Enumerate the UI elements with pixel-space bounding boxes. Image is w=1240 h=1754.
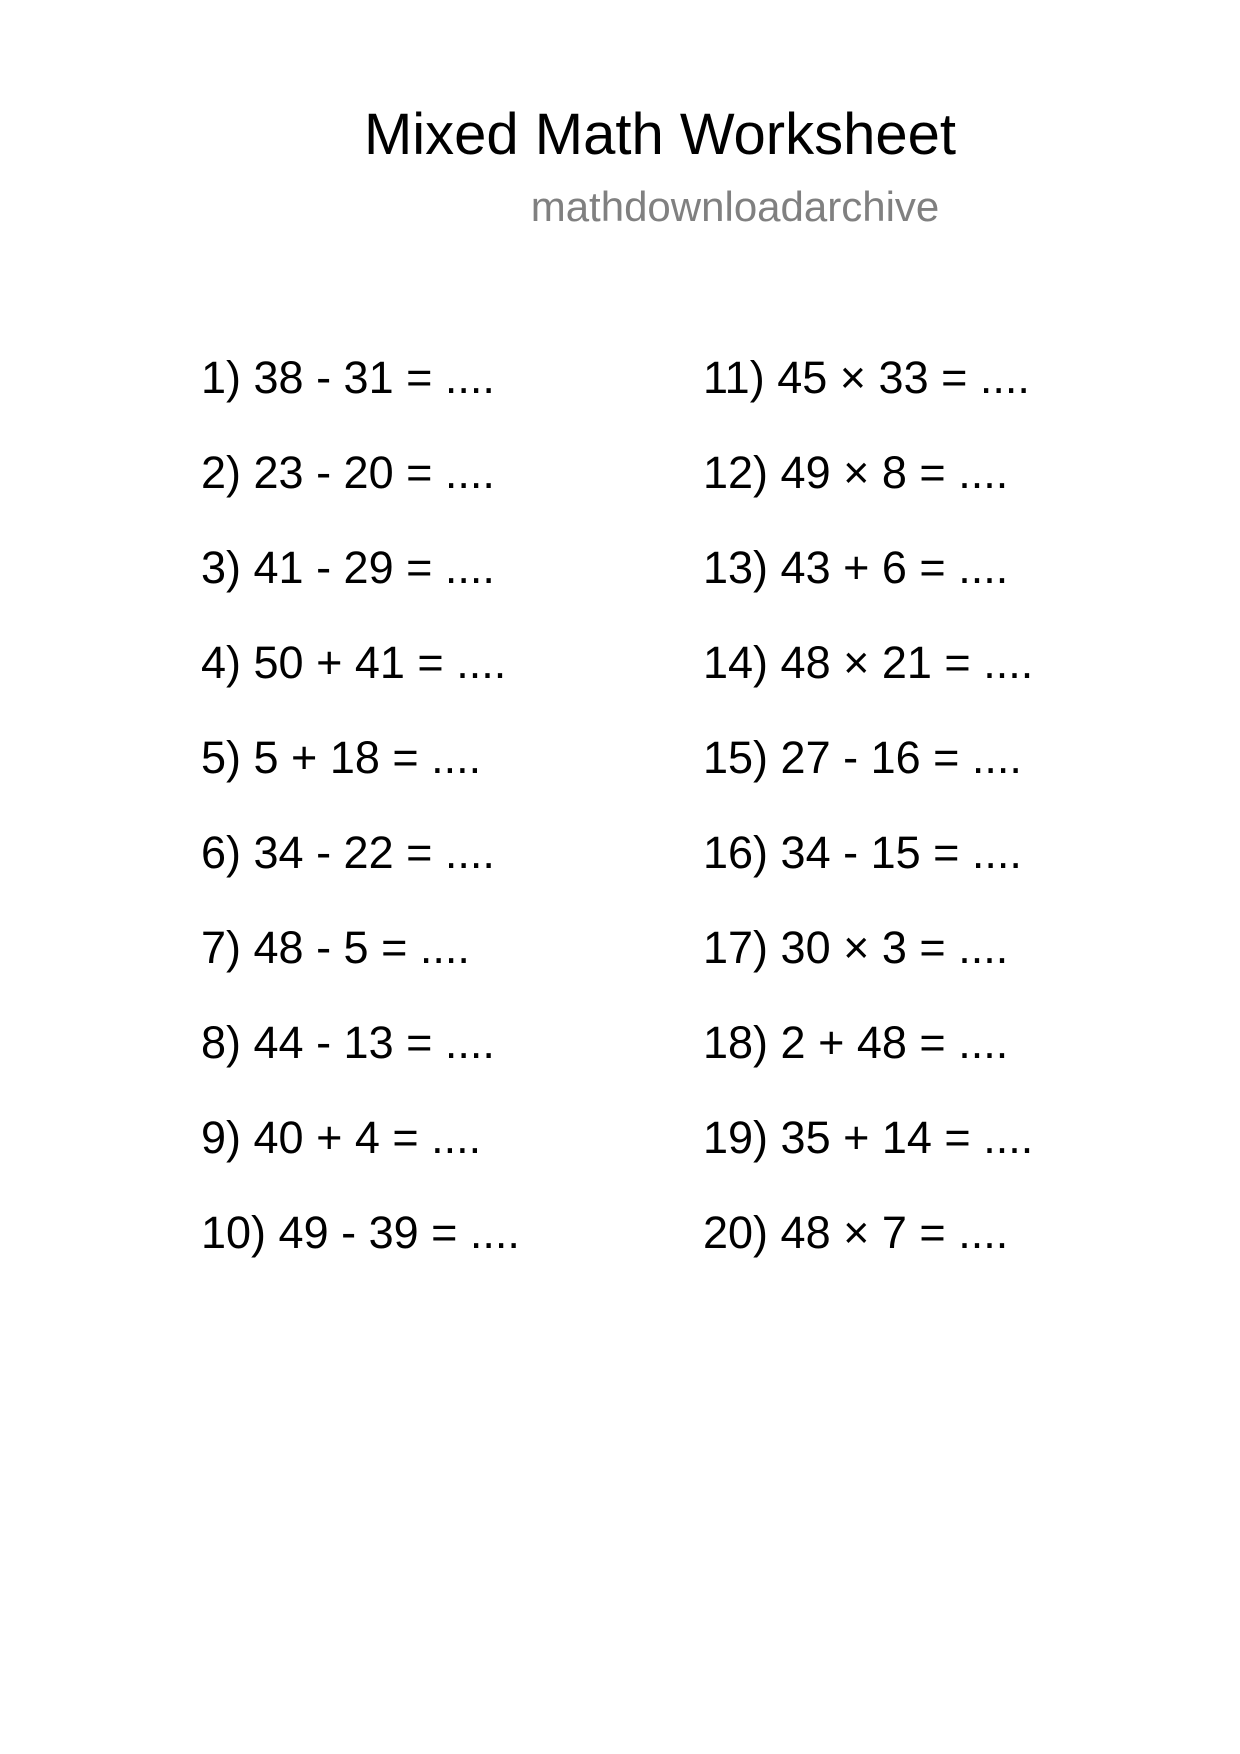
problem-20: 20) 48 × 7 = .... [703,1207,1009,1258]
problem-9: 9) 40 + 4 = .... [201,1112,482,1163]
worksheet-title: Mixed Math Worksheet [363,102,957,167]
problem-16: 16) 34 - 15 = .... [703,827,1022,878]
problem-18: 18) 2 + 48 = .... [703,1017,1009,1068]
problem-10: 10) 49 - 39 = .... [201,1207,520,1258]
problem-19: 19) 35 + 14 = .... [703,1112,1034,1163]
problem-2: 2) 23 - 20 = .... [201,447,495,498]
problem-13: 13) 43 + 6 = .... [703,542,1009,593]
problem-12: 12) 49 × 8 = .... [703,447,1009,498]
problem-6: 6) 34 - 22 = .... [201,827,495,878]
worksheet-subtitle: mathdownloadarchive [530,183,940,230]
problem-5: 5) 5 + 18 = .... [201,732,482,783]
problem-11: 11) 45 × 33 = .... [703,352,1030,403]
problem-8: 8) 44 - 13 = .... [201,1017,495,1068]
problems-column-left [201,348,520,1298]
problem-15: 15) 27 - 16 = .... [703,732,1022,783]
problem-1: 1) 38 - 31 = .... [201,352,495,403]
problem-14: 14) 48 × 21 = .... [703,637,1034,688]
problem-3: 3) 41 - 29 = .... [201,542,495,593]
problem-17: 17) 30 × 3 = .... [703,922,1009,973]
problem-4: 4) 50 + 41 = .... [201,637,507,688]
problem-7: 7) 48 - 5 = .... [201,922,470,973]
problems-column-right [703,348,1033,1298]
